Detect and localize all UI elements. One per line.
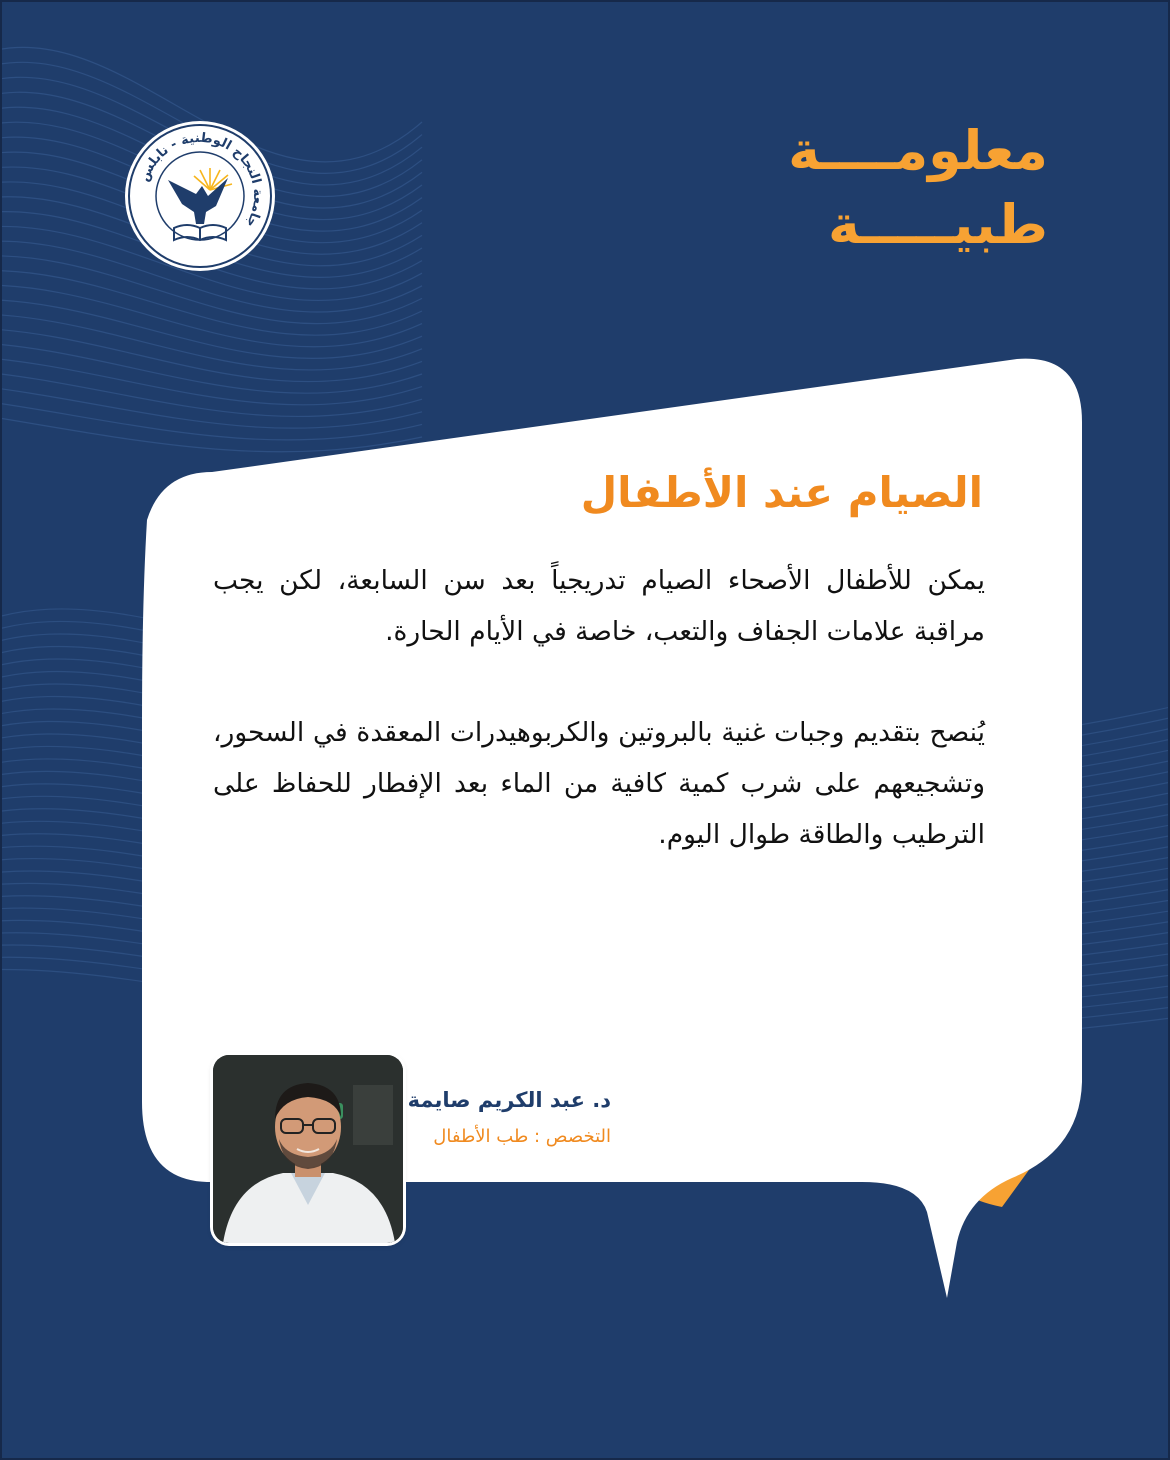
doctor-photo — [213, 1055, 403, 1243]
header-title-line2: طبيـــــة — [828, 193, 1048, 256]
doctor-portrait-image — [213, 1055, 403, 1243]
logo-ring-text: جامعة النجاح الوطنية - نابلس — [136, 130, 266, 230]
doctor-name: د. عبد الكريم صايمة — [407, 1088, 611, 1112]
card-paragraph-1: يمكن للأطفال الأصحاء الصيام تدريجياً بعد سن السابعة، لكن يجب مراقبة علامات الجفاف والتعب، خاصة في الأيام الحارة. — [213, 565, 985, 647]
card-title: الصيام عند الأطفال — [580, 468, 983, 517]
header-title-line1: معلومــــة — [788, 119, 1048, 182]
doctor-specialty: التخصص : طب الأطفال — [433, 1126, 611, 1147]
card-paragraph-2: يُنصح بتقديم وجبات غنية بالبروتين والكربوهيدرات المعقدة في السحور، وتشجيعهم على شرب كمية كافية من الماء بعد الإفطار للحفاظ على الترطيب والطاقة طوال اليوم. — [213, 717, 985, 850]
